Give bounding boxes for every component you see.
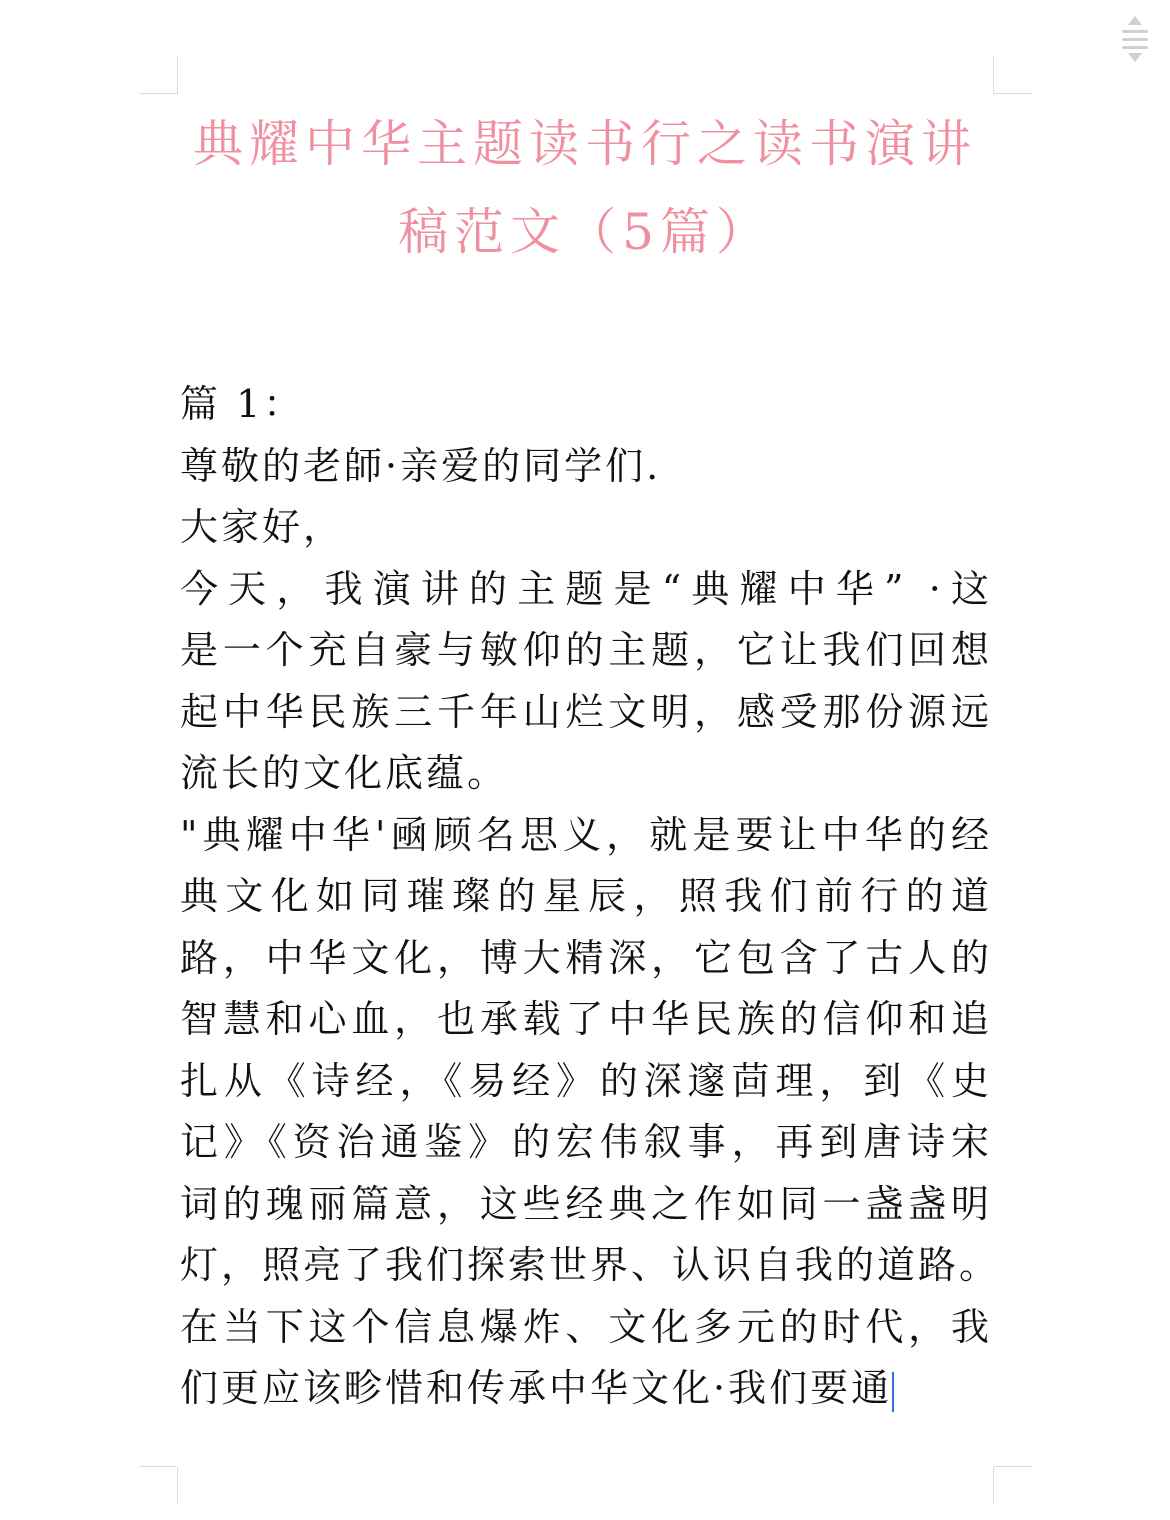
crop-mark xyxy=(993,56,994,94)
text-line: 灯，照亮了我们探索世界、认识自我的道路。 xyxy=(180,1243,1001,1287)
text-line: 起中华民族三千年山烂文明，感受那份源远 xyxy=(180,689,992,734)
title-line: 典耀中华主题读书行之读书演讲 xyxy=(193,115,977,173)
text-line: "典耀中华'凾顾名思义，就是要让中华的经 xyxy=(180,812,992,857)
crop-mark xyxy=(177,56,178,94)
text-line: 尊敬的老師·亲爱的同学们. xyxy=(180,443,662,488)
text-line: 是一个充自豪与敏仰的主题，它让我们回想 xyxy=(180,628,992,672)
text-line: 大家好， xyxy=(180,505,345,549)
text-line-last xyxy=(180,1358,1000,1420)
text-line: 们更应该畛惜和传承中华文化·我们要通 xyxy=(180,1366,893,1410)
text-line: 在当下这个信息爆炸、文化多元的时代，我 xyxy=(180,1304,992,1349)
scroll-handle-icon[interactable] xyxy=(1120,14,1150,64)
title-line: 稿范文（5篇） xyxy=(398,203,772,261)
text-line: 路，中华文化，博大精深，它包含了古人的 xyxy=(180,935,992,980)
crop-mark xyxy=(993,1467,994,1505)
crop-mark xyxy=(994,1466,1032,1467)
text-line: 智慧和心血，也承载了中华民族的信仰和追 xyxy=(180,997,992,1041)
crop-mark xyxy=(139,93,177,94)
text-line: 篇 1： xyxy=(180,382,305,426)
text-line: 扎从《诗经，《易经》的深邃茴理，到《史 xyxy=(180,1058,992,1103)
text-line: 典文化如同璀璨的星辰，照我们前行的道 xyxy=(180,874,992,918)
crop-mark xyxy=(994,93,1032,94)
text-line: 流长的文化底蕴。 xyxy=(180,751,509,795)
text-line: 记》《资治通鉴》的宏伟叙事，再到唐诗宋 xyxy=(180,1120,992,1164)
document-body[interactable] xyxy=(180,374,1000,1420)
text-line: 今天，我演讲的主题是“典耀中华” ·这 xyxy=(180,566,992,611)
crop-mark xyxy=(177,1467,178,1505)
text-line: 词的瑰丽篇意，这些经典之作如同一盏盏明 xyxy=(180,1181,992,1226)
crop-mark xyxy=(139,1466,177,1467)
document-title xyxy=(140,100,1030,276)
text-cursor xyxy=(892,1372,894,1412)
